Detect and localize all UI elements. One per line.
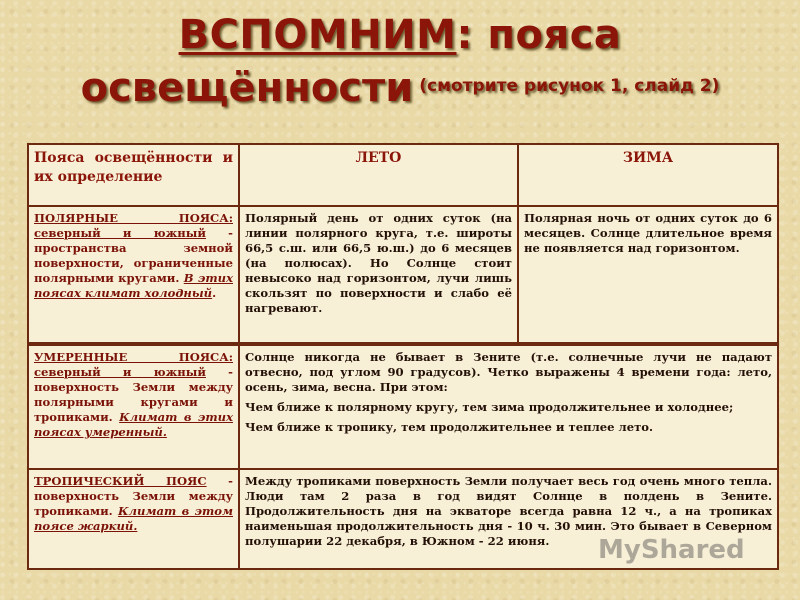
polar-winter: Полярная ночь от одних суток до 6 месяцев. Солнце длительное время не появляется над горизонтом. <box>518 206 778 343</box>
temperate-text-1: Солнце никогда не бывает в Зените (т.е. солнечные лучи не падают отвесно, под углом 90 градусов). Четко выражены 4 времени года: лето, осень, зима, весна. При этом: <box>245 350 772 394</box>
tropical-definition: ТРОПИЧЕСКИЙ ПОЯС - поверхность Земли между тропиками. Климат в этом поясе жаркий. <box>28 469 239 569</box>
header-winter: ЗИМА <box>518 144 778 206</box>
header-belts: Пояса освещённости и их определение <box>28 144 239 206</box>
slide-title <box>0 8 800 112</box>
title-line-1 <box>0 8 800 62</box>
temperate-name: УМЕРЕННЫЕ ПОЯСА: <box>34 350 233 364</box>
title-remember: ВСПОМНИМ <box>178 12 457 58</box>
polar-row <box>28 206 778 343</box>
watermark-logo: MyShared <box>598 535 745 565</box>
header-summer: ЛЕТО <box>239 144 518 206</box>
polar-summer: Полярный день от одних суток (на линии полярного круга, т.е. широты 66,5 с.ш. или 66,5 ю.ш.) до 6 месяцев (на полюсах). Но Солнце стоит невысоко над горизонтом, лучи лишь скользят по поверхности и слабо её нагревают. <box>239 206 518 343</box>
tropical-climate: Климат в этом поясе жаркий. <box>34 504 233 533</box>
tropical-description: Между тропиками поверхность Земли получает весь год очень много тепла. Люди там 2 раза в год видят Солнце в полдень в Зените. Продолжительность дня на экваторе всегда равна 12 ч., а на тропиках наименьшая продолжительность дня - 10 ч. 30 мин. Это бывает в Северном полушарии 22 декабря, в Южном - 22 июня. <box>239 469 778 569</box>
polar-climate: В этих поясах климат холодный <box>34 271 233 300</box>
temperate-climate: Климат в этих поясах умеренный. <box>34 410 233 439</box>
header-row <box>28 144 778 206</box>
temperate-definition: УМЕРЕННЫЕ ПОЯСА: северный и южный - поверхность Земли между полярными кругами и тропиками. Климат в этих поясах умеренный. <box>28 345 239 469</box>
polar-definition: ПОЛЯРНЫЕ ПОЯСА: северный и южный - пространства земной поверхности, ограниченные полярными кругами. В этих поясах климат холодный. <box>28 206 239 343</box>
temperate-description <box>239 345 778 469</box>
temperate-text-2: Чем ближе к полярному кругу, тем зима продолжительнее и холоднее; <box>245 400 734 414</box>
temperate-text-3: Чем ближе к тропику, тем продолжительнее и теплее лето. <box>245 420 654 434</box>
temperate-sides: северный и южный <box>34 365 206 379</box>
title-line-2 <box>0 62 800 112</box>
polar-sides: северный и южный <box>34 226 206 240</box>
tropical-name: ТРОПИЧЕСКИЙ ПОЯС <box>34 474 207 488</box>
temperate-row <box>28 345 778 469</box>
belts-table-top <box>27 143 779 344</box>
title-belts: : пояса <box>456 12 622 58</box>
polar-name: ПОЛЯРНЫЕ ПОЯСА: <box>34 211 233 225</box>
title-note: (смотрите рисунок 1, слайд 2) <box>419 76 720 96</box>
title-illumination: освещённости <box>80 65 414 111</box>
